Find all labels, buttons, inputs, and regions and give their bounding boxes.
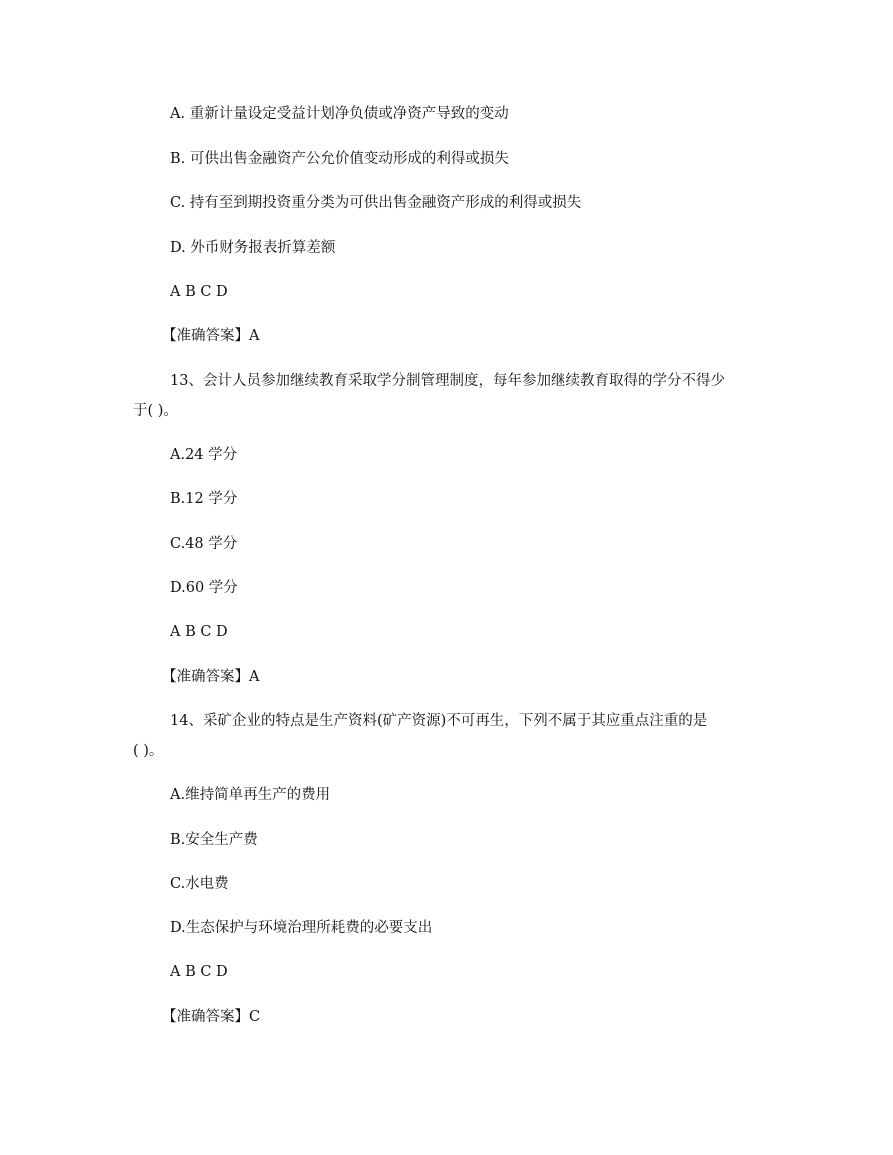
q14-option-d: D.生态保护与环境治理所耗费的必要支出 xyxy=(170,920,433,936)
q13-answer: 【准确答案】A xyxy=(162,669,260,685)
q13-option-b: B.12 学分 xyxy=(170,491,238,507)
q12-option-d: D. 外币财务报表折算差额 xyxy=(170,240,336,256)
q14-choices: A B C D xyxy=(170,964,228,980)
q13-option-a: A.24 学分 xyxy=(170,447,238,463)
q12-option-a: A. 重新计量设定受益计划净负债或净资产导致的变动 xyxy=(170,106,509,122)
q12-choices: A B C D xyxy=(170,284,228,300)
q13-choices: A B C D xyxy=(170,624,228,640)
q14-answer: 【准确答案】C xyxy=(162,1009,261,1025)
q12-answer: 【准确答案】A xyxy=(162,328,260,344)
q13-stem-line1: 13、会计人员参加继续教育采取学分制管理制度，每年参加继续教育取得的学分不得少 xyxy=(170,373,725,389)
q14-stem-line2: ( )。 xyxy=(133,743,164,759)
q14-option-c: C.水电费 xyxy=(170,876,229,892)
q13-option-c: C.48 学分 xyxy=(170,536,238,552)
q12-option-c: C. 持有至到期投资重分类为可供出售金融资产形成的利得或损失 xyxy=(170,195,582,211)
q12-option-b: B. 可供出售金融资产公允价值变动形成的利得或损失 xyxy=(170,151,509,167)
q14-option-a: A.维持简单再生产的费用 xyxy=(170,787,331,803)
q13-option-d: D.60 学分 xyxy=(170,580,238,596)
q13-stem-line2: 于( )。 xyxy=(133,403,178,419)
q14-option-b: B.安全生产费 xyxy=(170,832,258,848)
q14-stem-line1: 14、采矿企业的特点是生产资料(矿产资源)不可再生，下列不属于其应重点注重的是 xyxy=(170,713,708,729)
